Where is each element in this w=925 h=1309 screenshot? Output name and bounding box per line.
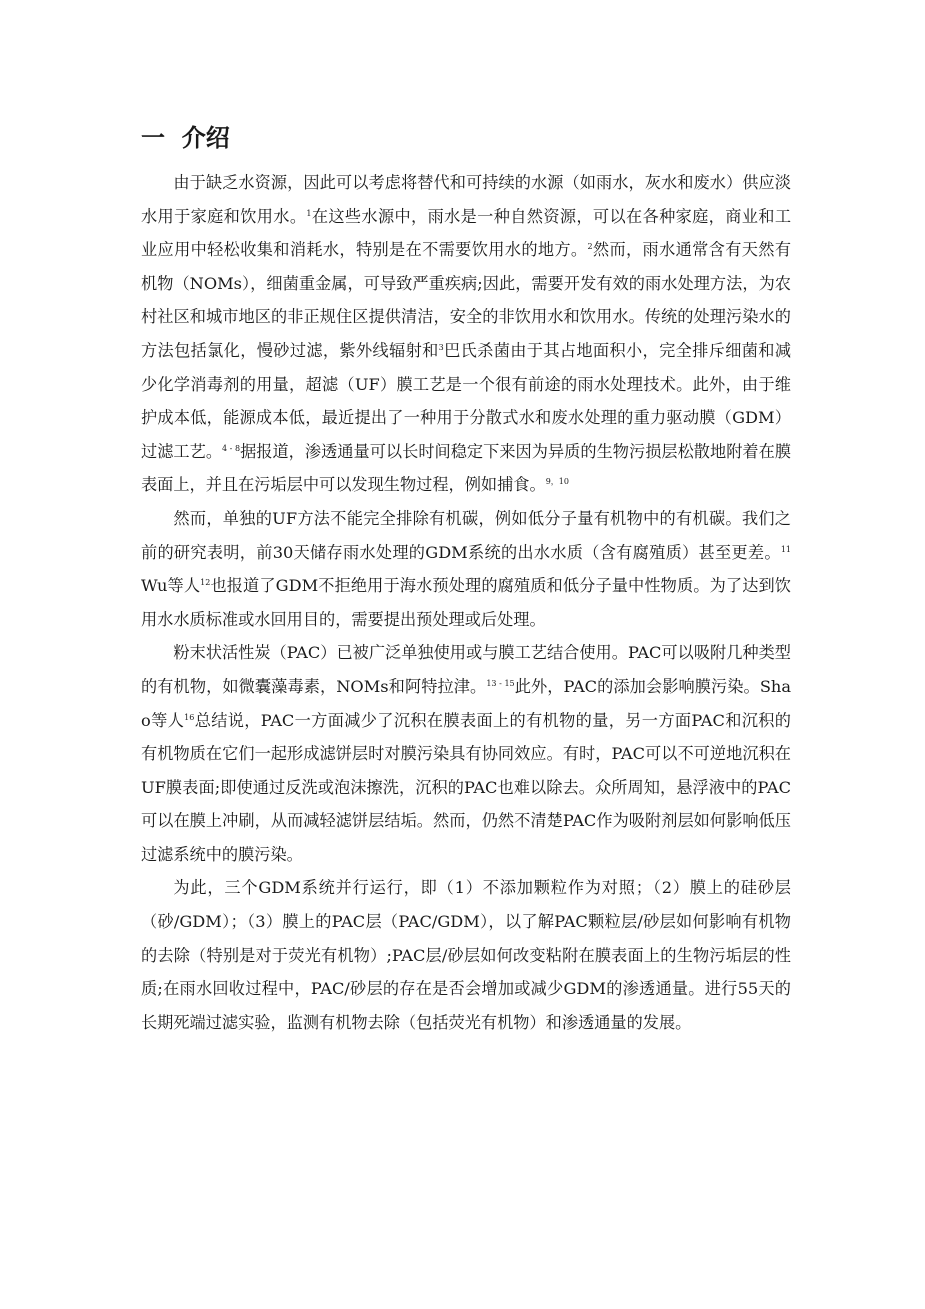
body-text — [141, 166, 791, 1039]
citation-marker: 16 — [184, 712, 195, 722]
paragraph-4 — [141, 871, 791, 1039]
paragraph-1 — [141, 166, 791, 502]
section-title: 介绍 — [181, 124, 230, 152]
citation-marker: 11 — [780, 544, 791, 554]
citation-marker: 13 - 15 — [486, 678, 515, 688]
citation-marker: 9，10 — [545, 477, 569, 487]
citation-marker: 2 — [587, 242, 593, 252]
paragraph-2 — [141, 502, 791, 636]
citation-marker: 12 — [200, 578, 211, 588]
text-run: Wu等人 — [141, 576, 201, 596]
citation-marker: 4 - 8 — [222, 443, 241, 453]
text-run: 此外，PAC的添加会影响膜污染。Shao等人 — [141, 676, 791, 730]
text-run: 粉末状活性炭（PAC）已被广泛单独使用或与膜工艺结合使用。PAC可以吸附几种类型的有机物，如微囊藻毒素，NOMs和阿特拉津。 — [141, 643, 791, 696]
text-run: 然而，雨水通常含有天然有机物（NOMs），细菌重金属，可导致严重疾病;因此，需要开发有效的雨水处理方法，为农村社区和城市地区的非正规住区提供清洁，安全的非饮用水和饮用水。传统的处理污染水的方法包括氯化，慢砂过滤，紫外线辐射和 — [141, 240, 792, 360]
citation-marker: 1 — [306, 208, 312, 218]
text-run: 由于缺乏水资源，因此可以考虑将替代和可持续的水源（如雨水，灰水和废水）供应淡水用于家庭和饮用水。 — [141, 173, 791, 226]
text-run: 在这些水源中，雨水是一种自然资源，可以在各种家庭，商业和工业应用中轻松收集和消耗水，特别是在不需要饮用水的地方。 — [141, 206, 792, 260]
text-run: 然而，单独的UF方法不能完全排除有机碳，例如低分子量有机物中的有机碳。我们之前的研究表明，前30天储存雨水处理的GDM系统的出水水质（含有腐殖质）甚至更差。 — [141, 508, 791, 562]
citation-marker: 3 — [438, 342, 444, 352]
section-heading — [141, 122, 230, 154]
text-run: 也报道了GDM不拒绝用于海水预处理的腐殖质和低分子量中性物质。为了达到饮用水水质标准或水回用目的，需要提出预处理或后处理。 — [141, 576, 791, 629]
text-run: 为此，三个GDM系统并行运行，即（1）不添加颗粒作为对照；（2）膜上的硅砂层（砂/GDM）；（3）膜上的PAC层（PAC/GDM），以了解PAC颗粒层/砂层如何影响有机物的去除（特别是对于荧光有机物）;PAC层/砂层如何改变粘附在膜表面上的生物污垢层的性质;在雨水回收过程中，PAC/砂层的存在是否会增加或减少GDM的渗透通量。进行55天的长期死端过滤实验，监测有机物去除（包括荧光有机物）和渗透通量的发展。 — [141, 878, 791, 1032]
section-number: 一 — [141, 124, 165, 152]
text-run: 据报道，渗透通量可以长时间稳定下来因为异质的生物污损层松散地附着在膜表面上，并且在污垢层中可以发现生物过程，例如捕食。 — [141, 441, 792, 495]
text-run: 巴氏杀菌由于其占地面积小，完全排斥细菌和减少化学消毒剂的用量，超滤（UF）膜工艺是一个很有前途的雨水处理技术。此外，由于维护成本低，能源成本低，最近提出了一种用于分散式水和废水处理的重力驱动膜（GDM）过滤工艺。 — [141, 340, 792, 461]
text-run: 总结说，PAC一方面减少了沉积在膜表面上的有机物的量，另一方面PAC和沉积的有机物质在它们一起形成滤饼层时对膜污染具有协同效应。有时，PAC可以不可逆地沉积在UF膜表面;即使通过反洗或泡沫擦洗，沉积的PAC也难以除去。众所周知，悬浮液中的PAC可以在膜上冲刷，从而减轻滤饼层结垢。然而，仍然不清楚PAC作为吸附剂层如何影响低压过滤系统中的膜污染。 — [141, 710, 791, 864]
paragraph-3 — [141, 636, 791, 871]
